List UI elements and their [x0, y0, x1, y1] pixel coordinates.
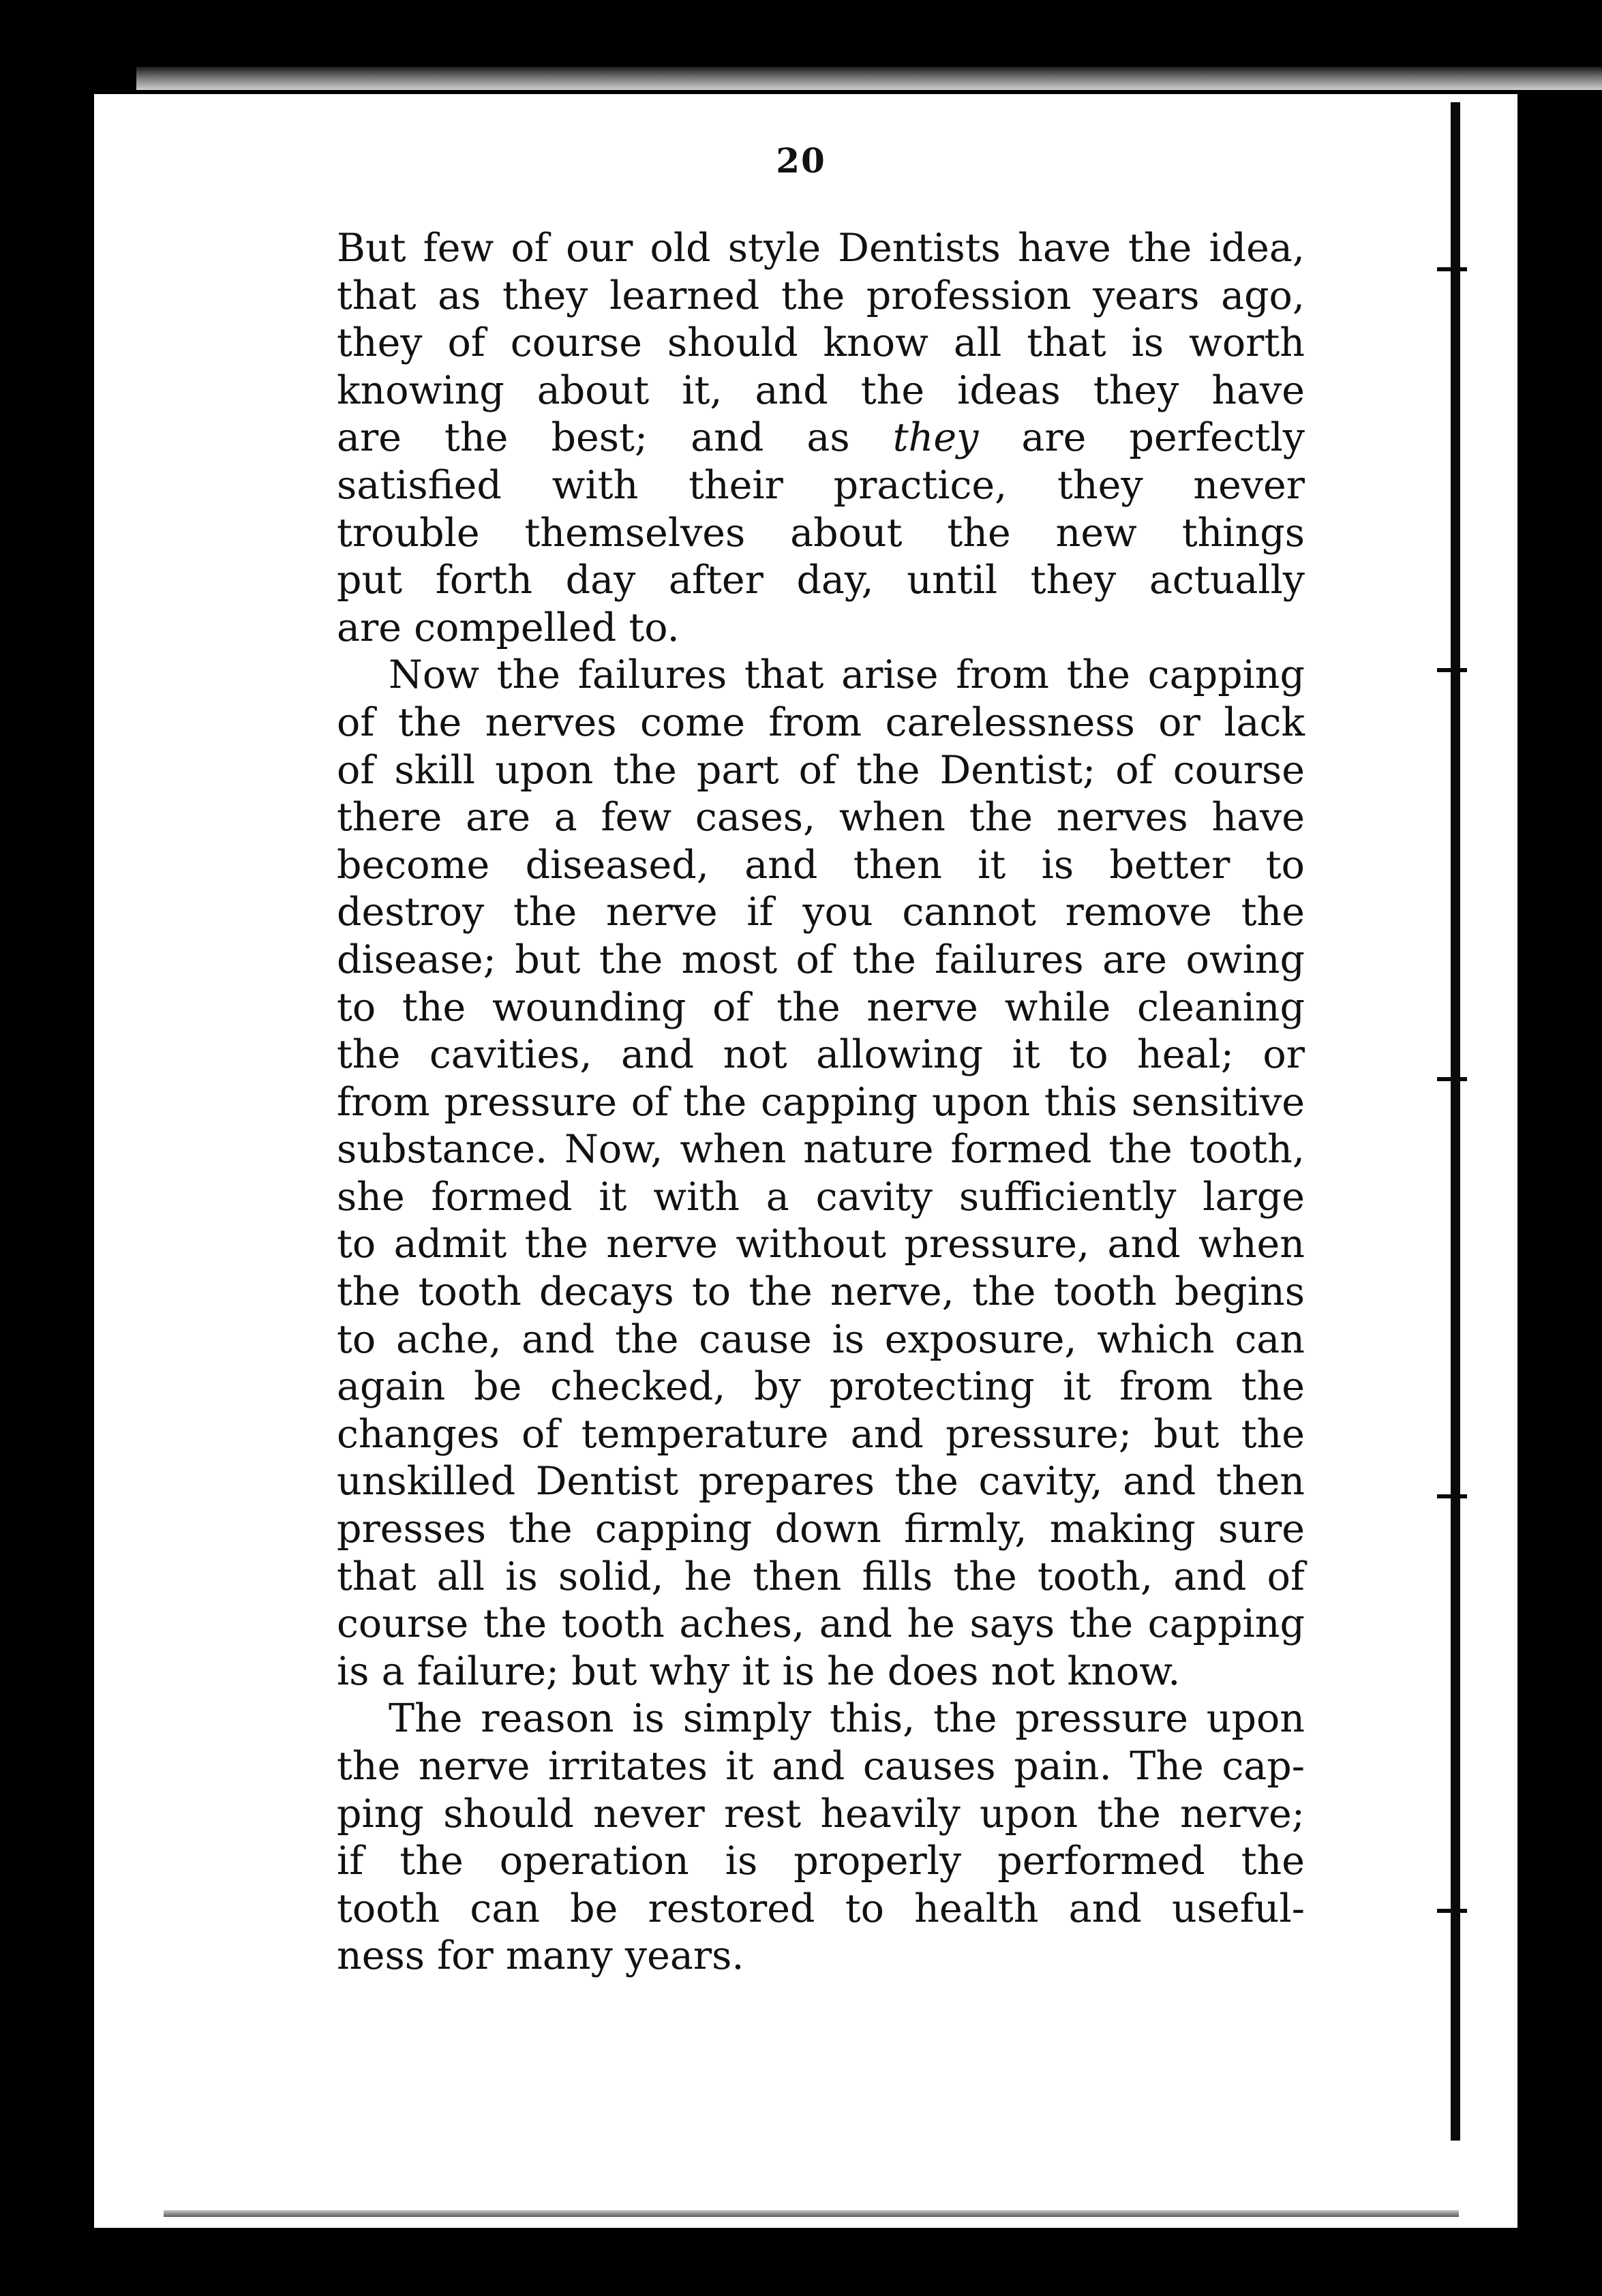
- text-line: destroy the nerve if you cannot remove the: [337, 890, 1305, 935]
- text-line: substance. Now, when nature formed the tooth,: [337, 1127, 1305, 1173]
- binding-tick-mark: [1437, 1494, 1467, 1498]
- right-binding-edge: [1451, 102, 1460, 2141]
- body-text: [337, 225, 1305, 1980]
- paragraph: [337, 225, 1305, 652]
- text-line: are the best; and as they are perfectly: [337, 415, 1305, 461]
- text-line: of skill upon the part of the Dentist; of course: [337, 747, 1305, 793]
- text-line: again be checked, by protecting it from the: [337, 1364, 1305, 1410]
- text-line: presses the capping down firmly, making sure: [337, 1507, 1305, 1552]
- binding-tick-mark: [1437, 1077, 1467, 1081]
- text-line: from pressure of the capping upon this sensitive: [337, 1079, 1305, 1125]
- text-line: of the nerves come from carelessness or lack: [337, 699, 1305, 745]
- page-number: 20: [776, 140, 826, 181]
- paragraph: [337, 1695, 1305, 1980]
- text-line: to ache, and the cause is exposure, which can: [337, 1316, 1305, 1362]
- text-line: to admit the nerve without pressure, and when: [337, 1222, 1305, 1267]
- paragraph: [337, 652, 1305, 1695]
- emphasized-word: they: [892, 415, 979, 461]
- text-line: trouble themselves about the new things: [337, 510, 1305, 556]
- text-line: the cavities, and not allowing it to heal; or: [337, 1032, 1305, 1078]
- text-line: disease; but the most of the failures are owing: [337, 937, 1305, 982]
- text-line: there are a few cases, when the nerves have: [337, 795, 1305, 841]
- binding-tick-mark: [1437, 1909, 1467, 1913]
- text-line: Now the failures that arise from the capping: [389, 652, 1305, 698]
- text-line: tooth can be restored to health and useful-: [337, 1886, 1305, 1931]
- text-line: if the operation is properly performed the: [337, 1839, 1305, 1884]
- text-line: she formed it with a cavity sufficiently large: [337, 1174, 1305, 1220]
- text-line: is a failure; but why it is he does not know.: [337, 1648, 1181, 1694]
- text-line: put forth day after day, until they actually: [337, 558, 1305, 603]
- bottom-page-edge: [164, 2210, 1459, 2217]
- binding-tick-mark: [1437, 267, 1467, 271]
- text-line: course the tooth aches, and he says the capping: [337, 1601, 1305, 1647]
- text-line: But few of our old style Dentists have the idea,: [337, 226, 1305, 271]
- text-line: that all is solid, he then fills the tooth, and of: [337, 1554, 1305, 1599]
- text-line: changes of temperature and pressure; but the: [337, 1411, 1305, 1457]
- text-line: ping should never rest heavily upon the nerve;: [337, 1791, 1305, 1837]
- text-line: the tooth decays to the nerve, the tooth begins: [337, 1269, 1305, 1315]
- text-line: become diseased, and then it is better to: [337, 842, 1305, 888]
- text-line: ness for many years.: [337, 1933, 744, 1979]
- text-line: that as they learned the profession years ago,: [337, 273, 1305, 318]
- text-line: to the wounding of the nerve while cleaning: [337, 984, 1305, 1030]
- text-line: the nerve irritates it and causes pain. The cap-: [337, 1744, 1305, 1789]
- text-line: are compelled to.: [337, 605, 680, 650]
- text-line: The reason is simply this, the pressure upon: [389, 1696, 1305, 1742]
- binding-tick-mark: [1437, 668, 1467, 672]
- text-line: they of course should know all that is worth: [337, 320, 1305, 366]
- text-line: satisfied with their practice, they never: [337, 462, 1305, 508]
- text-line: unskilled Dentist prepares the cavity, and then: [337, 1459, 1305, 1505]
- text-line: knowing about it, and the ideas they have: [337, 367, 1305, 413]
- top-page-edge: [136, 67, 1602, 90]
